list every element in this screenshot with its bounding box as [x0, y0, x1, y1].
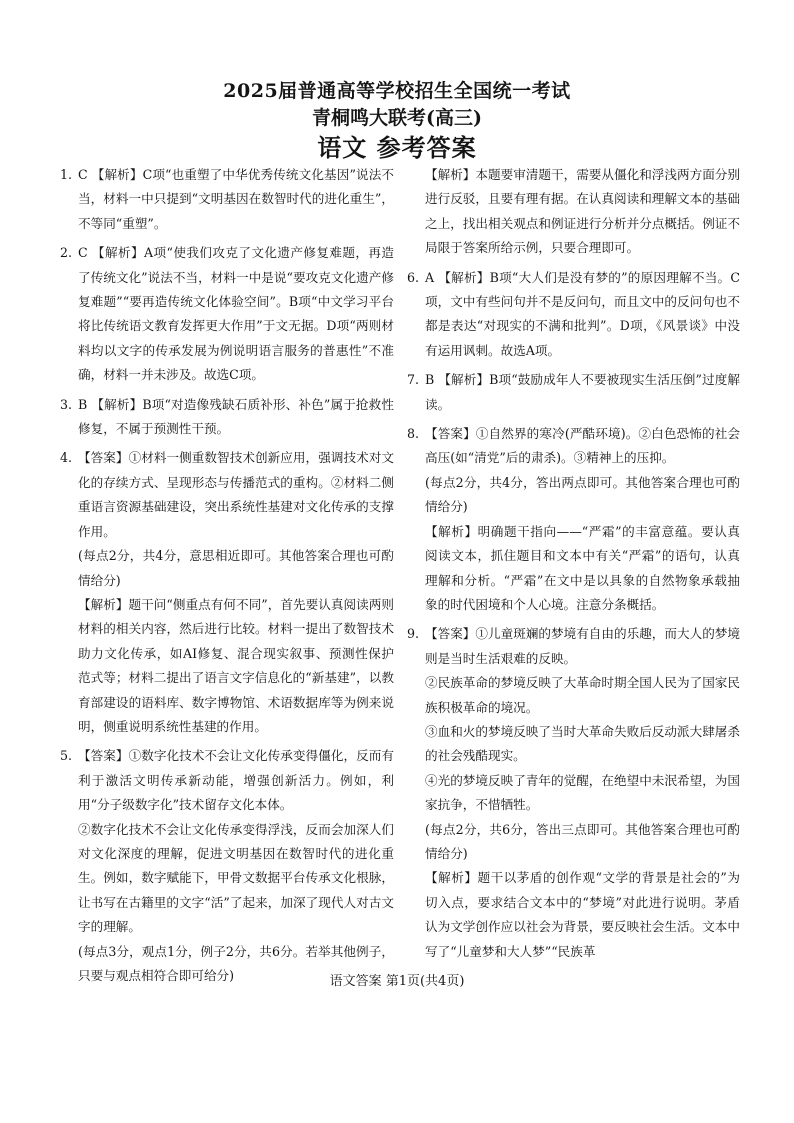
- union-exam-name: 青桐鸣大联考(高三): [312, 107, 482, 129]
- answer-paragraph: 【答案】①儿童斑斓的梦境有自由的乐趣，而大人的梦境则是当时生活艰难的反映。: [425, 626, 740, 666]
- question-number: 1.: [60, 167, 73, 182]
- answer-paragraph: ②民族革命的梦境反映了大革命时期全国人民为了国家民族积极革命的境况。: [425, 675, 740, 715]
- exam-title: 2025届普通高等学校招生全国统一考试: [223, 80, 571, 102]
- question-number: 7.: [407, 372, 420, 388]
- answer-paragraph: C 【解析】A项“使我们攻克了文化遗产修复难题，再造了传统文化”说法不当，材料一中是说“要攻克文化遗产修复难题”“要再造传统文化体验空间”。B项“中文学习平台将比传统语文教育发挥更大作用”于文无据。D项“两则材料均以文字的传承发展为例说明语言服务的普惠性”不准确，材料一并未涉及。故选C项。: [78, 245, 394, 383]
- answer-paragraph: (每点2分，共4分，意思相近即可。其他答案合理也可酌情给分): [78, 548, 394, 588]
- answer-item: [60, 241, 394, 387]
- answer-paragraph: 【解析】明确题干指向——“严霜”的丰富意蕴。要认真阅读文本，抓住题目和文本中有关“严霜”的语句，认真理解和分析。“严霜”在文中是以具象的自然物象承载抽象的时代困境和个人心境。注意分条概括。: [425, 523, 740, 612]
- answer-paragraph: 【答案】①自然界的寒冷(严酷环境)。②白色恐怖的社会高压(如“清党”后的肃杀)。③精神上的压抑。: [425, 426, 740, 466]
- answer-paragraph: 【答案】①数字化技术不会让文化传承变得僵化，反而有利于激活文明传承新动能，增强创新活力。例如，利用“分子级数字化”技术留存文化本体。: [78, 748, 394, 813]
- answer-paragraph: B 【解析】B项“鼓励成年人不要被现实生活压倒”过度解读。: [425, 372, 740, 412]
- answer-paragraph: 【解析】本题要审清题干，需要从僵化和浮浅两方面分别进行反驳，且要有理有据。在认真阅读和理解文本的基础之上，找出相关观点和例证进行分析并分点概括。例证不局限于答案所给示例，只要合理即可。: [425, 167, 740, 256]
- question-number: 6.: [407, 269, 420, 285]
- answer-paragraph: ④光的梦境反映了青年的觉醒，在绝望中未泯希望，为国家抗争，不惜牺牲。: [425, 772, 740, 813]
- answer-item: [407, 266, 740, 364]
- answer-paragraph: B 【解析】B项“对造像残缺石质补形、补色”属于抢救性修复，不属于预测性干预。: [78, 396, 394, 437]
- answer-paragraph: 【答案】①材料一侧重数智技术创新应用，强调技术对文化的存续方式、呈现形态与传播范式的重构。②材料二侧重语言资源基础建设，突出系统性基建对文化传承的支撑作用。: [78, 450, 394, 539]
- answer-paragraph: C 【解析】C项“也重塑了中华优秀传统文化基因”说法不当，材料一中只提到“文明基因在数智时代的进化重生”，不等同“重塑”。: [78, 167, 394, 231]
- question-number: 9.: [407, 626, 420, 642]
- answer-item: [60, 446, 394, 739]
- answer-item: [407, 622, 740, 964]
- answer-paragraph: ③血和火的梦境反映了当时大革命失败后反动派大肆屠杀的社会残酷现实。: [425, 723, 740, 764]
- answer-paragraph: 【解析】题干问“侧重点有何不同”，首先要认真阅读两则材料的相关内容，然后进行比较。材料一提出了数智技术助力文化传承，如AI修复、混合现实叙事、预测性保护范式等；材料二提出了语言文字信息化的“新基建”，以教育部建设的语料库、数字博物馆、术语数据库等为例来说明，侧重说明系统性基建的作用。: [78, 596, 394, 734]
- answer-item: [407, 163, 740, 261]
- page-footer: 语文答案 第1页(共4页): [329, 974, 465, 989]
- subject-answer-title: 语文 参考答案: [317, 133, 477, 162]
- answer-item: [60, 744, 394, 988]
- answer-paragraph: 【解析】题干以茅盾的创作观“文学的背景是社会的”为切入点，要求结合文本中的“梦境”对此进行说明。茅盾认为文学创作应以社会为背景，要反映社会生活。文本中写了“儿童梦和大人梦”“民族革: [425, 870, 740, 959]
- answer-item: [60, 393, 394, 442]
- answer-item: [60, 163, 394, 236]
- question-number: 2.: [60, 245, 73, 261]
- question-number: 5.: [60, 748, 73, 764]
- answer-item: [407, 422, 740, 617]
- left-answer-column: [60, 163, 394, 993]
- answer-paragraph: (每点2分，共4分，答出两点即可。其他答案合理也可酌情给分): [425, 474, 740, 515]
- question-number: 3.: [60, 396, 73, 412]
- answer-paragraph: A 【解析】B项“大人们是没有梦的”的原因理解不当。C项，文中有些问句并不是反问句，而且文中的反问句也不都是表达“对现实的不满和批判”。D项，《风景谈》中没有运用讽刺。故选A项。: [425, 269, 740, 358]
- answer-item: [407, 368, 740, 417]
- answer-paragraph: ②数字化技术不会让文化传承变得浮浅，反而会加深人们对文化深度的理解，促进文明基因在数智时代的进化重生。例如，数字赋能下，甲骨文数据平台传承文化根脉，让书写在古籍里的文字“活”了起来，加深了现代人对古文字的理解。: [78, 821, 394, 935]
- answer-paragraph: (每点3分，观点1分，例子2分，共6分。若举其他例子，只要与观点相符合即可给分): [78, 943, 394, 983]
- right-answer-column: [407, 163, 740, 969]
- question-number: 8.: [407, 426, 420, 442]
- question-number: 4.: [60, 450, 73, 466]
- answer-paragraph: (每点2分，共6分，答出三点即可。其他答案合理也可酌情给分): [425, 821, 740, 861]
